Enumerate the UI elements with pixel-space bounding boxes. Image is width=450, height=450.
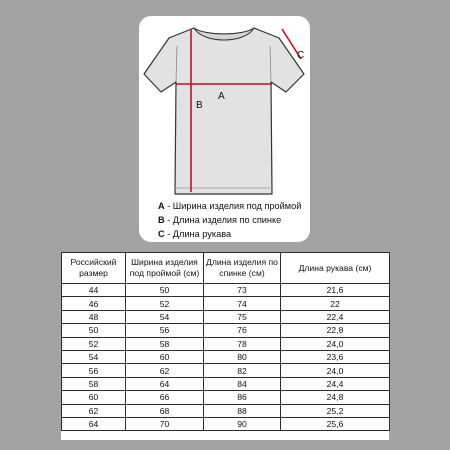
table-row: 50 56 76 22,8 <box>62 324 390 337</box>
measurement-legend <box>158 199 308 241</box>
label-c: C <box>297 50 305 61</box>
header-sleeve: Длина рукава (см) <box>281 253 390 284</box>
table-row: 54 60 80 23,6 <box>62 350 390 363</box>
size-guide-card <box>139 16 310 242</box>
table-row: 46 52 74 22 <box>62 297 390 310</box>
legend-row-c: C - Длина рукава <box>158 229 232 239</box>
header-size: Российский размер <box>62 253 126 284</box>
table-row: 58 64 84 24,4 <box>62 377 390 390</box>
legend-row-b: B - Длина изделия по спинке <box>158 215 282 225</box>
label-a: A <box>218 91 225 102</box>
header-width: Ширина изделия под проймой (см) <box>126 253 204 284</box>
table-row: 48 54 75 22,4 <box>62 310 390 323</box>
table-row: 44 50 73 21,6 <box>62 284 390 297</box>
table-row: 64 70 90 25,6 <box>62 417 390 430</box>
size-table-container <box>61 252 389 440</box>
tshirt-icon <box>144 28 304 194</box>
label-b: B <box>196 100 203 111</box>
table-row: 56 62 82 24,0 <box>62 364 390 377</box>
legend-row-a: A - Ширина изделия под проймой <box>158 201 302 211</box>
table-row: 60 66 86 24,8 <box>62 391 390 404</box>
size-table <box>61 252 390 431</box>
table-row: 52 58 78 24,0 <box>62 337 390 350</box>
table-row: 62 68 88 25,2 <box>62 404 390 417</box>
table-header-row <box>62 253 390 284</box>
tshirt-measurement-diagram <box>139 16 310 196</box>
header-length: Длина изделия по спинке (см) <box>204 253 281 284</box>
